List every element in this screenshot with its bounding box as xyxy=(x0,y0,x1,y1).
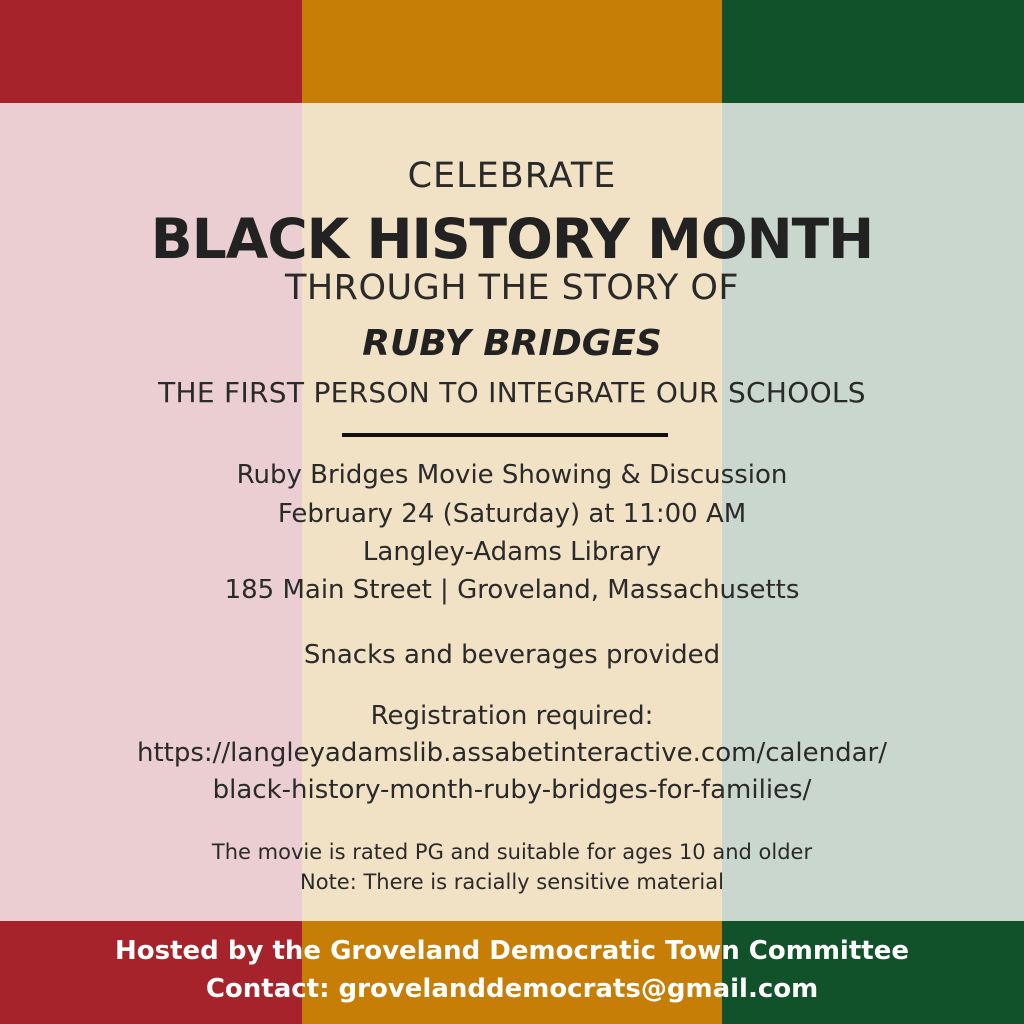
event-address: 185 Main Street | Groveland, Massachusetts xyxy=(224,575,800,605)
registration-url-line2: black-history-month-ruby-bridges-for-families/ xyxy=(212,775,812,805)
rating-note: The movie is rated PG and suitable for ages 10 and older xyxy=(211,840,813,864)
celebrate-heading: CELEBRATE xyxy=(407,156,617,196)
event-venue: Langley-Adams Library xyxy=(362,537,662,567)
event-date: February 24 (Saturday) at 11:00 AM xyxy=(277,499,747,529)
snacks-note: Snacks and beverages provided xyxy=(303,640,721,670)
divider xyxy=(342,433,668,437)
event-name: Ruby Bridges Movie Showing & Discussion xyxy=(236,460,788,490)
host-line: Hosted by the Groveland Democratic Town Committee xyxy=(115,936,909,966)
subtitle-heading: THE FIRST PERSON TO INTEGRATE OUR SCHOOLS xyxy=(158,376,866,409)
name-heading: RUBY BRIDGES xyxy=(362,323,662,364)
registration-url-line1: https://langleyadamslib.assabetinteractive.com/calendar/ xyxy=(136,738,888,768)
registration-label: Registration required: xyxy=(370,701,654,731)
through-heading: THROUGH THE STORY OF xyxy=(284,268,740,308)
contact-line: Contact: grovelanddemocrats@gmail.com xyxy=(205,974,819,1004)
title-heading: BLACK HISTORY MONTH xyxy=(150,207,874,271)
content-warning: Note: There is racially sensitive material xyxy=(300,870,724,894)
